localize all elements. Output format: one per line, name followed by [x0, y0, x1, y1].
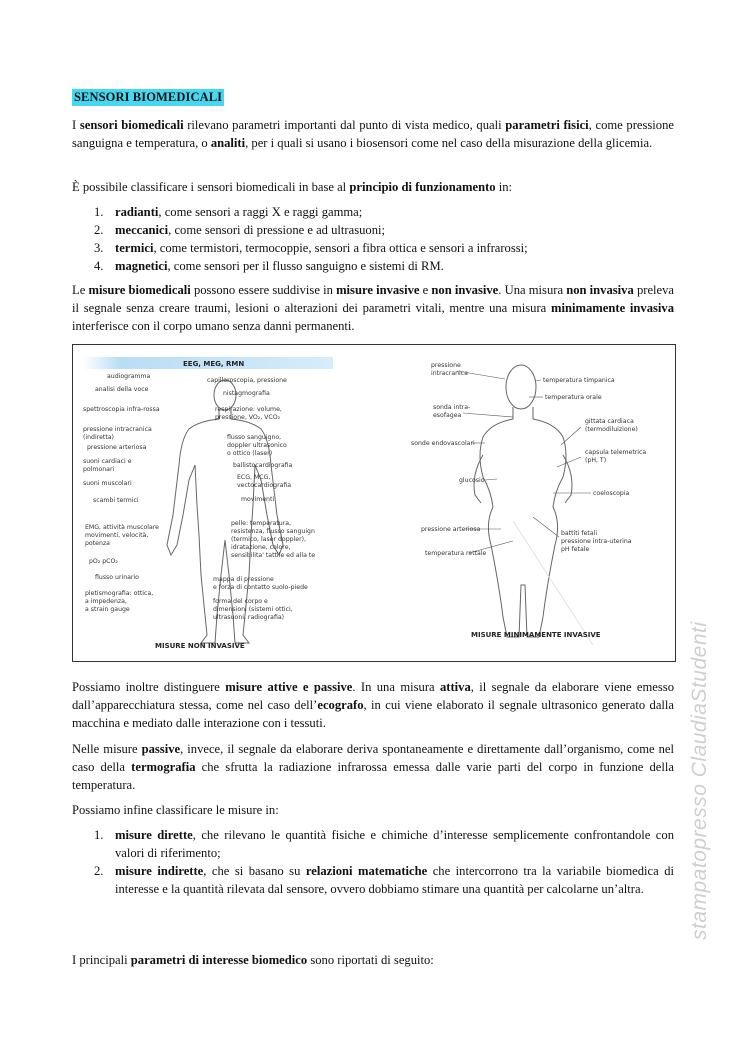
figure-label: pH fetale [561, 546, 590, 553]
figure-label: a strain gauge [85, 606, 130, 613]
body-diagrams [73, 345, 676, 662]
figure-label: gittata cardiaca [585, 418, 634, 425]
paragraph-invasive: Le misure biomedicali possono essere suddivise in misure invasive e non invasive. Una misura non invasiva preleva il segnale senza creare traumi, lesioni o alterazioni dei parametri vitali, mentre una misura minimamente invasiva interferisce con il corpo umano senza danni permanenti. [72, 283, 675, 333]
figure-label: dimensioni (sistemi ottici, [213, 606, 293, 613]
figure-label: capillaroscopia, pressione [207, 377, 287, 384]
figure-label: ballistocardiografia [233, 462, 293, 469]
paragraph-parameters: I principali parametri di interesse biomedico sono riportati di seguito: [72, 953, 434, 967]
figure-label: movimenti, velocità, [85, 532, 149, 539]
figure-label: (termodiluizione) [585, 426, 638, 433]
figure-label: temperatura timpanica [543, 377, 615, 384]
figure-label: pletismografia: ottica, [85, 590, 154, 597]
paragraph-active-passive: Possiamo inoltre distinguere misure attive e passive. In una misura attiva, il segnale da elaborare viene emesso dall’apparecchiatura stessa, come nel caso dell’ecografo, in cui viene elaborato il segnale ultrasonico generato dalla macchina e mediato dalle interazione con i tessuti. [72, 680, 674, 730]
list-item: 3. termici, come termistori, termocoppie, sensori a fibra ottica e sensori a infrarossi; [94, 241, 528, 255]
figure-label: forma del corpo e [213, 598, 268, 605]
figure-label: sensibilita' tattile ed alla te [231, 552, 316, 559]
figure-caption-minimally-invasive: MISURE MINIMAMENTE INVASIVE [471, 631, 601, 639]
figure-label: (pH, T) [585, 457, 607, 464]
figure-label: sonde endovascolari [411, 440, 475, 447]
paragraph-passive: Nelle misure passive, invece, il segnale da elaborare deriva spontaneamente e direttamente dall’organismo, come nel caso della termografia che sfrutta la radiazione infrarossa emessa dalle varie parti del corpo in funzione della temperatura. [72, 742, 674, 792]
figure-caption-non-invasive: MISURE NON INVASIVE [155, 642, 245, 650]
right-labels-left-side [411, 362, 487, 557]
figure-label: suoni muscolari [83, 480, 132, 487]
figure-label: pO₂ pCO₂ [89, 558, 118, 565]
list-item: 1. radianti, come sensori a raggi X e raggi gamma; [94, 205, 363, 219]
figure-label: e forza di contatto suolo-piede [213, 584, 308, 591]
figure-label: pelle: temperatura, [231, 520, 292, 527]
paragraph-classification: È possibile classificare i sensori biomedicali in base al principio di funzionamento in: [72, 180, 513, 194]
figure-label: a impedenza, [85, 598, 127, 605]
figure-label: resistenza, flusso sanguign [231, 528, 315, 535]
figure-label: glucosio [459, 477, 485, 484]
figure-label: pressione intracranica [83, 426, 152, 433]
figure-label: battiti fetali [561, 530, 598, 537]
list-item: 1. misure dirette, che rilevano le quantità fisiche e chimiche d’interesse semplicemente confrontandole con valori di riferimento; [94, 828, 674, 860]
figure-label: vectocardiografia [237, 482, 292, 489]
figure-label: mappa di pressione [213, 576, 274, 583]
figure-label: ultrasuoni, radiografia) [213, 614, 285, 621]
list-item: 2. misure indirette, che si basano su relazioni matematiche che intercorrono tra la variabile biomedica di interesse e la quantità rilevata dal sensore, ovvero dobbiamo stimare una quantità per calcolarne un’altra. [94, 864, 674, 896]
watermark: stampatopresso ClaudiaStudenti [688, 621, 711, 940]
figure-label: respirazione: volume, [215, 406, 282, 413]
figure-label: (termico, laser doppler), [231, 536, 307, 543]
header-label: EEG, MEG, RMN [183, 360, 245, 368]
figure-label: potenza [85, 540, 110, 547]
figure-label: pressione arteriosa [87, 444, 147, 451]
list-operating-principle [72, 203, 674, 275]
figure-label: ECG, MCG, [237, 474, 271, 481]
measurement-figure [72, 344, 676, 662]
figure-label: temperatura orale [545, 394, 602, 401]
figure-label: analisi della voce [95, 386, 149, 393]
right-labels-right-side [543, 377, 646, 553]
list-item: 4. magnetici, come sensori per il flusso sanguigno e sistemi di RM. [94, 259, 444, 273]
figure-label: (indiretta) [83, 434, 114, 441]
figure-label: flusso sanguigno, [227, 434, 282, 441]
left-labels-right-side [207, 377, 315, 621]
figure-label: coeloscopia [593, 490, 630, 497]
figure-label: EMG, attività muscolare [85, 524, 159, 531]
figure-label: idratazione, colore, [231, 544, 291, 551]
figure-label: temperatura rettale [425, 550, 487, 557]
figure-label: sonda intra- [433, 404, 471, 411]
figure-label: intracranica [431, 370, 468, 377]
figure-label: esofagea [433, 412, 462, 419]
figure-label: polmonari [83, 466, 115, 473]
female-silhouette [474, 365, 572, 637]
figure-label: suoni cardiaci e [83, 458, 132, 465]
figure-label: o ottico (laser) [227, 450, 273, 457]
paragraph-intro: I sensori biomedicali rilevano parametri importanti dal punto di vista medico, quali parametri fisici, come pressione sanguigna e temperatura, o analiti, per i quali si usano i biosensori come nel caso della misurazione della glicemia. [72, 118, 674, 150]
list-item: 2. meccanici, come sensori di pressione e ad ultrasuoni; [94, 223, 385, 237]
figure-label: nistagmografia [223, 390, 270, 397]
paragraph-final-classification: Possiamo infine classificare le misure in: [72, 803, 279, 817]
figure-label: spettroscopia infra-rossa [83, 406, 160, 413]
section-title: SENSORI BIOMEDICALI [74, 90, 223, 104]
figure-label: doppler ultrasonico [227, 442, 287, 449]
figure-label: flusso urinario [95, 574, 139, 581]
figure-label: capsula telemetrica [585, 449, 647, 456]
figure-label: pressione, VO₂, VCO₂ [215, 414, 281, 421]
figure-label: scambi termici [93, 497, 139, 504]
list-measure-types [72, 826, 674, 898]
figure-label: pressione intra-uterina [561, 538, 632, 545]
figure-label: audiogramma [107, 373, 151, 380]
figure-label: movimenti [241, 496, 275, 503]
left-labels-group [83, 373, 160, 613]
figure-label: pressione [431, 362, 461, 369]
figure-label: pressione arteriosa [421, 526, 481, 533]
